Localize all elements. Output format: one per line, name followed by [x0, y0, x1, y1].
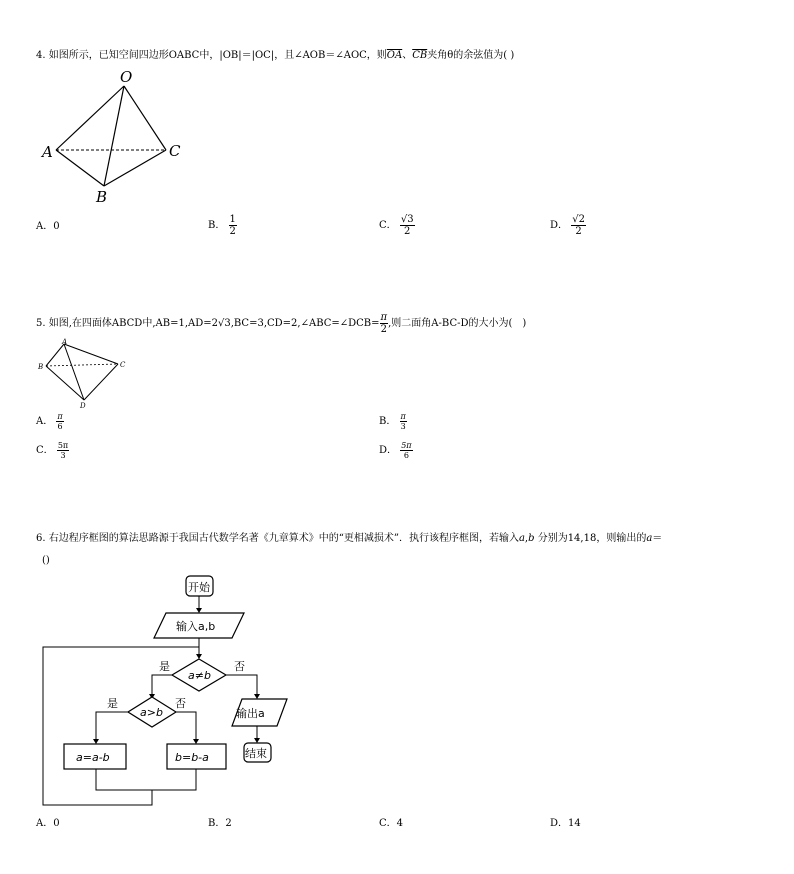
option-label: C． [379, 220, 397, 231]
label-d: D [80, 402, 86, 410]
label-b: B [96, 188, 108, 206]
q6-option-a[interactable] [36, 817, 60, 831]
option-label: A． [36, 818, 54, 829]
arrowhead [93, 739, 99, 744]
q4-option-b[interactable] [208, 214, 237, 237]
option-label: B． [379, 416, 397, 427]
frac-num: π [380, 312, 388, 323]
q6-comma: , [524, 533, 529, 544]
option-value: 4 [396, 818, 404, 829]
merge-line [96, 769, 196, 790]
option-value: 0 [53, 818, 60, 829]
q5-option-d[interactable] [379, 441, 413, 460]
q5-text-b: ,BC=3,CD=2,∠ABC=∠DCB= [230, 318, 380, 329]
arrowhead [254, 738, 260, 743]
label-a: A [62, 338, 68, 346]
option-value: 14 [568, 818, 581, 829]
option-fraction [56, 412, 63, 431]
option-fraction [400, 441, 412, 460]
arrow-yes2 [96, 712, 128, 743]
option-fraction [400, 214, 415, 237]
q6-option-b[interactable] [208, 817, 232, 831]
q6-flowchart [36, 572, 306, 812]
question-5-stem [36, 312, 526, 336]
q5-text-a: 5. 如图,在四面体ABCD中,AB=1,AD=2 [36, 318, 218, 329]
option-fraction [229, 214, 237, 237]
cond1-label: a≠b [188, 669, 211, 682]
assign-a-label: a=a-b [76, 751, 110, 764]
arrowhead [196, 654, 202, 659]
yes2-label: 是 [107, 697, 118, 710]
option-label: C． [379, 818, 397, 829]
option-value: 2 [225, 818, 232, 829]
label-o: O [120, 68, 133, 86]
edge-ob [104, 86, 124, 186]
input-label: 输入a,b [176, 620, 216, 633]
edge-ab [46, 344, 64, 366]
q4-option-c[interactable] [379, 214, 415, 237]
edge-oc [124, 86, 166, 150]
frac-num: 5π [401, 441, 412, 450]
frac-den: 6 [57, 422, 63, 431]
output-label: 输出a [236, 707, 265, 720]
no2-label: 否 [175, 697, 186, 710]
q5-sqrt: √3 [217, 318, 231, 329]
option-fraction [400, 412, 407, 431]
edge-oa [56, 86, 124, 150]
arrow-no2 [176, 712, 196, 743]
q5-option-a[interactable] [36, 412, 64, 431]
yes1-label: 是 [159, 660, 170, 673]
frac-num: π [57, 412, 63, 421]
option-label: D． [550, 818, 569, 829]
question-6-parens: () [42, 555, 50, 566]
q6-option-d[interactable] [550, 817, 581, 831]
option-label: C． [36, 445, 54, 456]
option-label: A． [36, 221, 54, 232]
frac-den: 2 [404, 226, 411, 237]
q6-text-b: 分别为14,18，则输出的 [534, 533, 647, 544]
q6-text-a: 6. 右边程序框图的算法思路源于我国古代数学名著《九章算术》中的“更相减损术”．执行该程序框图，若输入 [36, 533, 519, 544]
frac-den: 2 [380, 324, 388, 335]
q5-tetrahedron-figure [36, 338, 136, 410]
frac-num: √2 [572, 214, 585, 225]
frac-num: 5π [57, 441, 69, 450]
edge-ab [56, 150, 104, 186]
frac-num: √3 [400, 214, 414, 225]
q4-sep: 、 [402, 50, 413, 61]
option-label: B． [208, 220, 226, 231]
frac-den: 2 [575, 226, 582, 237]
option-label: D． [550, 220, 569, 231]
q5-text-c: ,则二面角A-BC-D的大小为( ) [388, 318, 527, 329]
option-label: B． [208, 818, 226, 829]
option-label: A． [36, 416, 54, 427]
option-fraction [57, 441, 69, 460]
frac-num: 1 [229, 214, 236, 225]
no1-label: 否 [234, 660, 245, 673]
label-b: B [38, 363, 44, 371]
cond2-label: a>b [140, 706, 163, 719]
q5-option-c[interactable] [36, 441, 69, 460]
edge-bc [104, 150, 166, 186]
q4-option-a[interactable] [36, 220, 60, 234]
q5-fraction [380, 312, 389, 335]
q4-text-a: 4. 如图所示，已知空间四边形OABC中，|OB|＝|OC|，且∠AOB＝∠AOC，则 [36, 50, 387, 61]
arrowhead [193, 739, 199, 744]
q6-var-a: a [518, 533, 525, 544]
q4-vector-oa: $\overline{OA}$ [386, 50, 403, 61]
frac-den: 2 [229, 226, 236, 237]
arrowhead [196, 608, 202, 613]
question-4-stem [36, 49, 514, 63]
edge-bc-dashed [46, 364, 118, 366]
q5-option-b[interactable] [379, 412, 407, 431]
option-label: D． [379, 445, 398, 456]
frac-den: 3 [60, 451, 66, 460]
frac-den: 3 [400, 422, 406, 431]
q6-var-a-output: a [646, 533, 653, 544]
start-label: 开始 [188, 581, 210, 594]
q6-text-c: ＝ [652, 533, 663, 544]
arrowhead [254, 694, 260, 699]
edge-ac [64, 344, 118, 364]
q6-option-c[interactable] [379, 817, 403, 831]
q4-option-d[interactable] [550, 214, 586, 237]
q6-var-b: b [528, 533, 535, 544]
q4-text-b: 夹角θ的余弦值为( ) [427, 50, 515, 61]
q4-tetrahedron-figure [36, 66, 196, 206]
label-c: C [120, 361, 126, 369]
option-fraction [571, 214, 586, 237]
question-6-stem [36, 532, 662, 546]
assign-b-label: b=b-a [175, 751, 209, 764]
label-a: A [42, 143, 53, 161]
label-c: C [169, 142, 181, 160]
frac-den: 6 [403, 451, 409, 460]
frac-num: π [400, 412, 406, 421]
arrow-no1 [226, 675, 257, 698]
arrow-yes1 [152, 675, 172, 698]
option-value: 0 [53, 221, 60, 232]
loop-back-line [43, 647, 199, 805]
edge-dc [84, 364, 118, 400]
q4-vector-cb: $\overline{CB}$ [412, 50, 428, 61]
end-label: 结束 [245, 747, 267, 760]
